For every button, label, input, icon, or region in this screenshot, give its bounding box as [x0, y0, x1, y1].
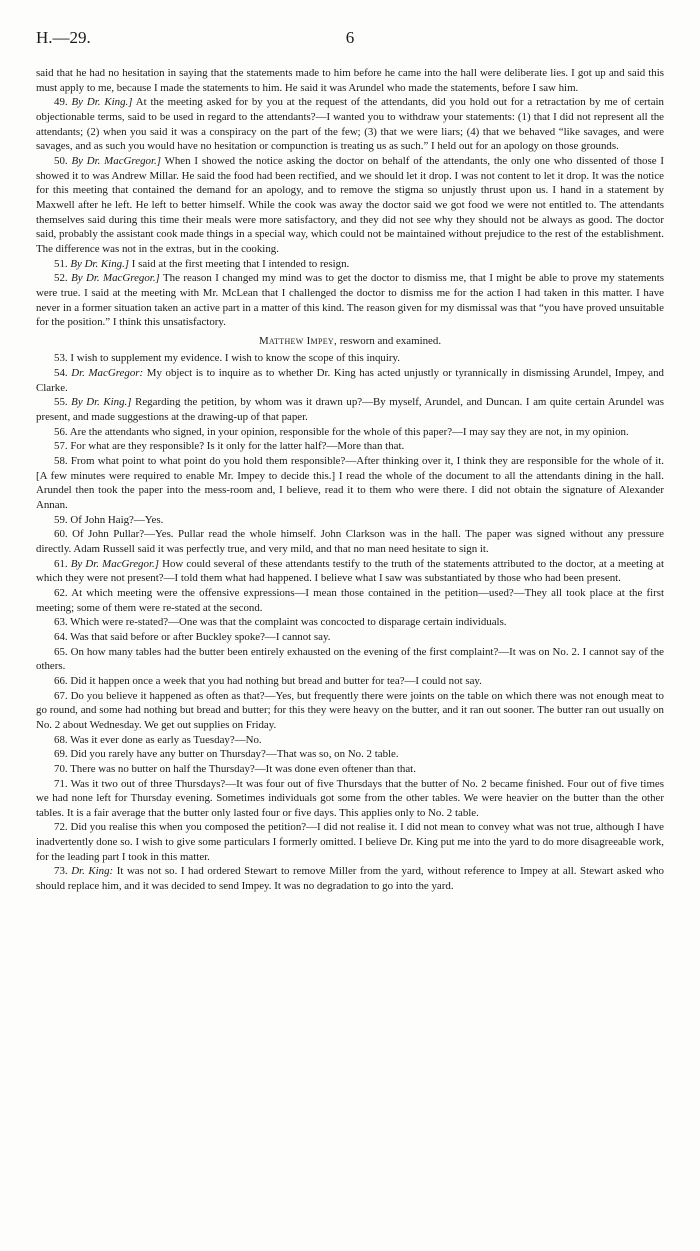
speaker-attribution: By Dr. MacGregor.] [71, 272, 160, 285]
witness-name: Matthew Impey, [258, 334, 337, 347]
speaker-attribution: By Dr. MacGregor.] [71, 154, 161, 167]
evidence-paragraph [36, 439, 664, 454]
question-number: 59. [54, 513, 68, 526]
question-number: 71. [54, 777, 68, 790]
question-number: 73. [54, 865, 68, 878]
paragraph-text: There was no butter on half the Thursday?—It was done even oftener than that. [70, 762, 416, 775]
paragraph-text: I said at the first meeting that I intended to resign. [131, 257, 350, 270]
question-number: 52. [54, 272, 68, 285]
paragraph-text: Do you believe it happened as often as that?—Yes, but frequently there were joints on the table on which there was not enough meat to go round, and some had nothing but bread and butter; for this they were heavy on the butter, and it ran out sooner. The butter ran out usually on No. 2 about Wednesday. We get out supplies on Friday. [36, 689, 664, 731]
evidence-paragraph [36, 527, 664, 556]
question-number: 67. [54, 689, 68, 702]
paragraph-text: Did it happen once a week that you had nothing but bread and butter for tea?—I could not say. [70, 674, 482, 687]
speaker-attribution: Dr. King: [71, 865, 114, 878]
paragraph-text: My object is to inquire as to whether Dr. King has acted unjustly or tyrannically in dismissing Arundel, Impey, and Clarke. [36, 367, 664, 394]
question-number: 49. [54, 96, 68, 109]
evidence-paragraph [36, 762, 664, 777]
paragraph-text: Was it ever done as early as Tuesday?—No. [70, 733, 262, 746]
paragraph-text: For what are they responsible? Is it only for the latter half?—More than that. [70, 440, 405, 453]
evidence-paragraph [36, 586, 664, 615]
evidence-paragraph [36, 864, 664, 893]
paragraph-text: Are the attendants who signed, in your opinion, responsible for the whole of this paper?—I may say they are not, in my opinion. [69, 425, 629, 438]
question-number: 64. [54, 630, 68, 643]
evidence-paragraph [36, 630, 664, 645]
question-number: 65. [54, 645, 68, 658]
question-number: 57. [54, 440, 68, 453]
paragraph-text: Did you rarely have any butter on Thursday?—That was so, on No. 2 table. [70, 748, 399, 761]
question-number: 72. [54, 821, 68, 834]
paragraph-text: Of John Pullar?—Yes. Pullar read the whole himself. John Clarkson was in the hall. The paper was signed without any pressure directly. Adam Russell said it was perfectly true, and very mild, and that no man need hesitate to sign it. [36, 528, 664, 555]
question-number: 54. [54, 367, 68, 380]
paragraph-text: The reason I changed my mind was to get the doctor to dismiss me, that I might be able to prove my statements were true. I said at the meeting with Mr. McLean that I challenged the doctor to dismiss me for the action I had taken in this matter. I have never in a former situation taken an active part in a matter of this kind. The reason given for my dismissal was that “you have proved unsuitable for the position.” I think this unsatisfactory. [36, 272, 664, 329]
document-body [36, 66, 664, 894]
question-number: 70. [54, 762, 68, 775]
paragraph-text: At the meeting asked for by you at the request of the attendants, did you hold out for a retractation by me of certain objectionable terms, said to be used in regard to the attendants?—I wanted you to withdraw your statements: (1) that I did not represent all the attendants; (2) when you said it was a conspiracy on the part of the few; (3) that we were liars; (4) that we behaved “like savages, and were savages, and as such you would have no hesitation or compunction is treating us as such.” I held out for an apology on those grounds. [36, 96, 664, 153]
paragraph-text: Regarding the petition, by whom was it drawn up?—By myself, Arundel, and Duncan. I am quite certain Arundel was present, and made suggestions at the drawing-up of that paper. [36, 396, 664, 424]
document-reference: H.—29. [36, 28, 91, 47]
evidence-paragraph [36, 733, 664, 748]
question-number: 51. [54, 257, 68, 270]
question-number: 66. [54, 674, 68, 687]
paragraph-text: I wish to supplement my evidence. I wish to know the scope of this inquiry. [70, 352, 400, 365]
paragraph-text: Did you realise this when you composed the petition?—I did not realise it. I did not mean to convey what was not true, although I have inadvertently done so. I wish to give some particulars I formerly omitted. I believe Dr. King put me into the yard to do more disagreeable work, for the leading part I took in this matter. [36, 821, 664, 863]
speaker-attribution: Dr. MacGregor: [71, 367, 144, 380]
paragraph-text: It was not so. I had ordered Stewart to remove Miller from the yard, without reference to Impey at all. Stewart asked who should replace him, and it was decided to send Impey. It was no degradation to go into the yard. [36, 865, 664, 893]
paragraph-text: Was it two out of three Thursdays?—It was four out of five Thursdays that the butter of No. 2 became finished. Four out of five times we had none left for Thursday evening. Sometimes individuals got some from the other tables. We were heavier on the butter than the other tables. It is a fair average that the butter only lasted four or five days. This applies only to No. 2 table. [36, 777, 664, 819]
witness-heading [36, 334, 664, 349]
evidence-paragraph [36, 154, 664, 257]
question-number: 68. [54, 733, 68, 746]
question-number: 53. [54, 352, 68, 365]
evidence-paragraph [36, 454, 664, 513]
evidence-paragraph [36, 257, 664, 272]
paragraph-text: Of John Haig?—Yes. [70, 513, 164, 526]
page-header [36, 28, 664, 52]
evidence-paragraph [36, 271, 664, 330]
evidence-paragraph [36, 747, 664, 762]
question-number: 55. [54, 396, 68, 409]
evidence-paragraph [36, 689, 664, 733]
evidence-paragraph [36, 351, 664, 366]
paragraph-text: On how many tables had the butter been entirely exhausted on the evening of the first complaint?—It was on No. 2. I cannot say of the others. [36, 645, 664, 673]
question-number: 50. [54, 154, 68, 167]
evidence-paragraph [36, 645, 664, 674]
page-number: 6 [345, 28, 355, 47]
evidence-paragraph [36, 820, 664, 864]
evidence-paragraph [36, 425, 664, 440]
paragraph-text: How could several of these attendants testify to the truth of the statements attributed to the doctor, at a meeting at which they were not present?—I told them what had happened. I believe what I saw was substantiated by those who had been present. [36, 557, 664, 585]
evidence-paragraph [36, 95, 664, 154]
paragraph-text: said that he had no hesitation in saying that the statements made to him before he came into the hall were deliberate lies. I got up and said this must apply to me, because I made the statements to him. He said it was Arundel who made the statements, before I saw him. [36, 67, 664, 94]
evidence-paragraph [36, 366, 664, 395]
speaker-attribution: By Dr. MacGregor.] [70, 557, 159, 570]
speaker-attribution: By Dr. King.] [70, 257, 130, 270]
speaker-attribution: By Dr. King.] [71, 96, 133, 109]
evidence-paragraph [36, 513, 664, 528]
paragraph-text: Which were re-stated?—One was that the complaint was concocted to disparage certain individuals. [70, 616, 507, 629]
question-number: 69. [54, 748, 68, 761]
continued-paragraph [36, 66, 664, 95]
paragraph-text: From what point to what point do you hold them responsible?—After thinking over it, I think they are responsible for the whole of it. [A few minutes were required to enable Mr. Impey to decide this.] I read the whole of the document to all the attendants dining in the hall. Arundel then took the paper into the mess-room and, I believe, read it to them who were there. I did not obtain the signature of Alexander Annan. [36, 455, 664, 512]
speaker-attribution: By Dr. King.] [71, 396, 132, 409]
question-number: 58. [54, 455, 68, 468]
evidence-paragraph [36, 777, 664, 821]
paragraph-text: When I showed the notice asking the doctor on behalf of the attendants, the only one who dissented of those I showed it to was Andrew Millar. He said the food had been rectified, and we should let it drop. I was not content to let it drop. It was the notice for this meeting that contained the demand for an apology, and to remove the stigma so unjustly thrust upon us. I hand in a statement by Maxwell after he left. He left to better himself. While the cook was away the doctor said we got food we were not entitled to. The attendants themselves said during this time their meals were more satisfactory, and they did not see why they should not be always as good. The doctor said, probably the assistant cook made things in a special way, which could not be maintained without prejudice to the rest of the establishment. The difference was not in the extras, but in the cooking. [36, 154, 664, 255]
paragraph-text: Was that said before or after Buckley spoke?—I cannot say. [70, 630, 331, 643]
question-number: 60. [54, 528, 68, 541]
evidence-paragraph [36, 557, 664, 586]
question-number: 62. [54, 586, 68, 599]
evidence-paragraph [36, 395, 664, 424]
evidence-paragraph [36, 674, 664, 689]
witness-status: resworn and examined. [339, 334, 442, 347]
question-number: 56. [54, 425, 68, 438]
evidence-paragraph [36, 615, 664, 630]
question-number: 61. [54, 557, 68, 570]
question-number: 63. [54, 616, 68, 629]
paragraph-text: At which meeting were the offensive expressions—I mean those contained in the petition—used?—They all took place at the first meeting; some of them were re-stated at the second. [36, 586, 665, 614]
